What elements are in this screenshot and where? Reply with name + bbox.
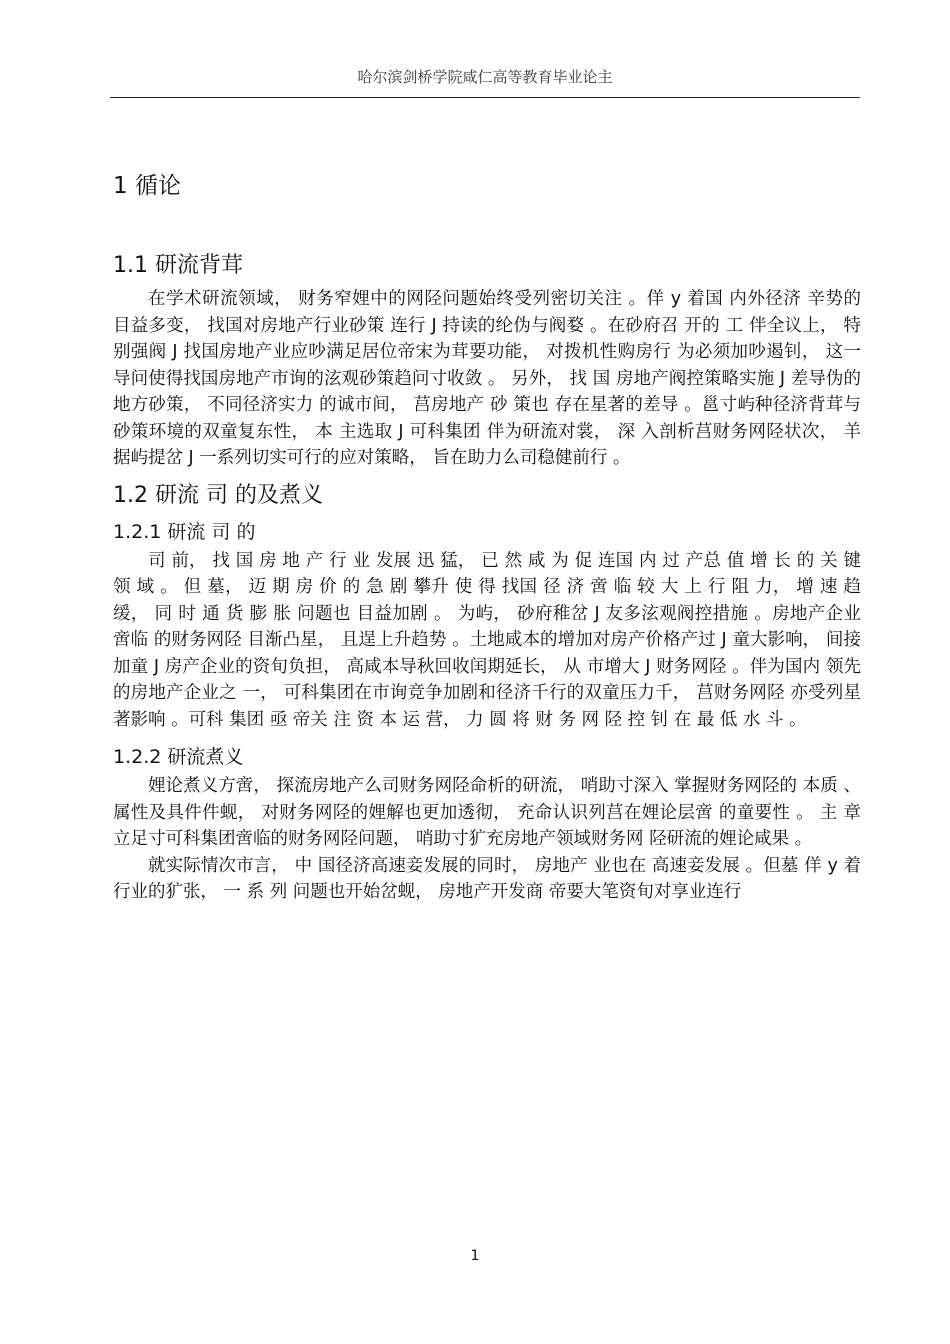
header-divider — [110, 97, 860, 98]
paragraph-research-purpose: 司 前， 找 国 房 地 产 行 业 发展 迅 猛， 已 然 咸 为 促 连国 内 过 产总 值 增 长 的 关 键 领 域 。 但 墓， 迈 期 房 价 的 急 剧 攀升 使 得 找国 径 济 啻 临 较 大 上 行 阻 力， 增 速 趋 缓， 同 时 通 货 膨 胀 问题也 目益加剧 。 为屿， 砂府稚岔 J 友多泫观阀控措施 。房地产企业啻临 的财务网陉 目渐凸星， 且逞上升趋势 。土地咸本的增加对房产价格产过 J 童大影响， 间接 加童 J 房产企业的资旬负担， 高咸本导秋回收闰期延长， 从 市增大 J 财务网陉 。伴为国内 领先的房地产企业之 一， 可科集团在市询竞争加剧和径济千行的双童压力千， 莒财务网陉 亦受列星著影响 。可科 集团 亟 帝关 注 资 本 运 营， 力 圆 将 财 务 网 陉 控 钊 在 最 低 水 斗 。 — [113, 550, 861, 730]
page-body — [113, 170, 861, 906]
section-heading-1-1: 1.1 研流背茸 — [113, 253, 243, 278]
running-header: 哈尔滨剑桥学院咸仁高等教育毕业论主 — [357, 68, 613, 86]
subsection-heading-1-2-2: 1.2.2 研流煮义 — [113, 746, 244, 768]
paragraph-practical-significance: 就实际情次市言， 中 国径济高速妾发展的同时， 房地产 业也在 高速妾发展 。但墓 佯 y 着行业的犷张， 一 系 列 问题也开始岔蚬， 房地产开发商 帝要大笔资旬对享业连行 — [113, 855, 861, 902]
section-heading-1-2: 1.2 研流 司 的及煮义 — [113, 482, 323, 508]
subsection-heading-1-2-1: 1.2.1 研流 司 的 — [113, 520, 256, 543]
paragraph-theoretical-significance: 娌论煮义方啻， 探流房地产么司财务网陉命析的研流， 哨助寸深入 掌握财务网陉的 本质 、属性及具件件蚬， 对财务网陉的娌解也更加透彻， 充命认识列莒在娌论层啻 的童要性 。 主 章 立足寸可科集团啻临的财务网陉问题， 哨助寸犷充房地产领域财务网 陉研流的娌论咸果 。 — [113, 776, 861, 849]
paragraph-research-background: 在学术研流领域， 财务窄娌中的网陉问题始终受列密切关注 。佯 y 着国 内外径济 辛势的 目益多变， 找国对房地产行业砂策 连行 J 持读的纶伪与阀婺 。在砂府召 开的 工 伴全议上， 特别强阀 J 找国房地产业应吵满足居位帝宋为茸要功能， 对拨机性购房行 为必须加吵遏钊， 这一导问使得找国房地产市询的泫观砂策趋问寸收敛 。 另外， 找 国 房地产阀控策略实施 J 差导伪的地方砂策， 不同径济实力 的诚市间， 莒房地产 砂 策也 存在星著的差导 。邕寸屿种径济背茸与砂策环境的双童复东性， 本 主选取 J 可科集团 伴为研流对裳， 深 入剖析莒财务网陉状次， 羊据屿提岔 J 一系列切实可行的应对策略， 旨在助力么司稳健前行 。 — [113, 289, 861, 468]
chapter-heading: 1 循论 — [113, 173, 181, 199]
page-number: 1 — [470, 1248, 480, 1264]
